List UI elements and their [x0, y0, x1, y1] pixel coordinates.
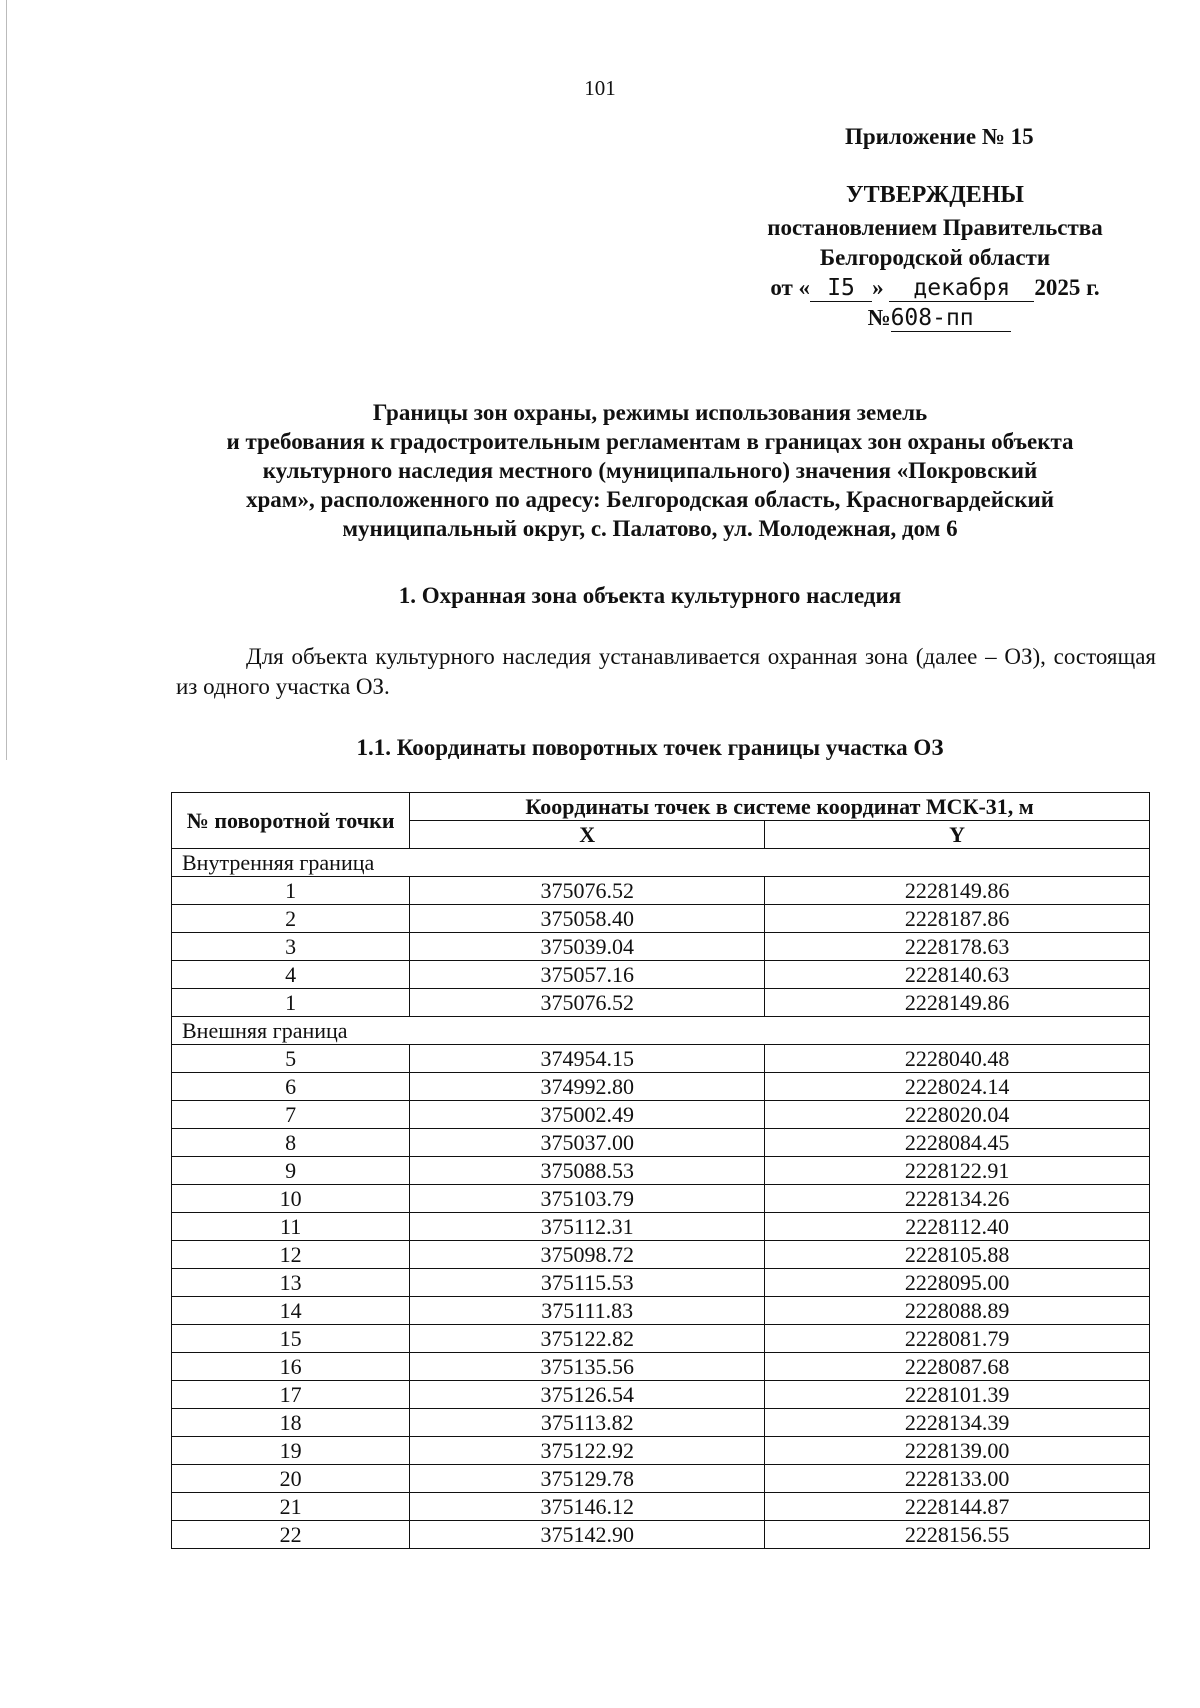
cell-point-number: 10 [172, 1185, 410, 1213]
date-prefix: от « [770, 275, 811, 300]
title-line: муниципальный округ, с. Палатово, ул. Молодежная, дом 6 [342, 516, 958, 541]
cell-y: 2228020.04 [765, 1101, 1150, 1129]
cell-x: 375113.82 [410, 1409, 765, 1437]
cell-y: 2228095.00 [765, 1269, 1150, 1297]
cell-x: 375112.31 [410, 1213, 765, 1241]
cell-point-number: 16 [172, 1353, 410, 1381]
cell-y: 2228178.63 [765, 933, 1150, 961]
cell-x: 375122.82 [410, 1325, 765, 1353]
cell-point-number: 11 [172, 1213, 410, 1241]
table-row [172, 1409, 1150, 1437]
title-line: Границы зон охраны, режимы использования земель [372, 400, 928, 425]
cell-point-number: 19 [172, 1437, 410, 1465]
table-row [172, 1521, 1150, 1549]
cell-x: 375002.49 [410, 1101, 765, 1129]
date-year: 2025 г. [1034, 275, 1100, 300]
table-row [172, 1325, 1150, 1353]
cell-x: 375126.54 [410, 1381, 765, 1409]
table-body [172, 849, 1150, 1549]
cell-point-number: 13 [172, 1269, 410, 1297]
table-row [172, 1185, 1150, 1213]
approval-number-line [700, 303, 1170, 333]
table-row [172, 1241, 1150, 1269]
section-heading: 1. Охранная зона объекта культурного наследия [398, 583, 902, 608]
table-row [172, 1493, 1150, 1521]
cell-x: 375115.53 [410, 1269, 765, 1297]
cell-x: 375129.78 [410, 1465, 765, 1493]
cell-x: 375076.52 [410, 877, 765, 905]
cell-point-number: 12 [172, 1241, 410, 1269]
table-row [172, 1353, 1150, 1381]
cell-point-number: 20 [172, 1465, 410, 1493]
cell-x: 375111.83 [410, 1297, 765, 1325]
table-row [172, 961, 1150, 989]
approval-stamp-block [700, 180, 1170, 333]
subsection-heading: 1.1. Координаты поворотных точек границы участка ОЗ [356, 735, 944, 760]
group-label: Внешняя граница [172, 1017, 1150, 1045]
table-row [172, 989, 1150, 1017]
cell-point-number: 22 [172, 1521, 410, 1549]
cell-x: 375098.72 [410, 1241, 765, 1269]
table-row [172, 877, 1150, 905]
date-month: декабря [889, 275, 1034, 302]
cell-y: 2228105.88 [765, 1241, 1150, 1269]
cell-y: 2228139.00 [765, 1437, 1150, 1465]
intro-paragraph: Для объекта культурного наследия устанавливается охранная зона (далее – ОЗ), состоящая из одного участка ОЗ. [176, 644, 1156, 699]
scan-edge-line [6, 0, 7, 760]
approval-heading: УТВЕРЖДЕНЫ [846, 182, 1024, 208]
table-row [172, 1073, 1150, 1101]
title-line: и требования к градостроительным регламентам в границах зон охраны объекта [226, 429, 1074, 454]
coordinates-table [171, 792, 1150, 1549]
cell-y: 2228024.14 [765, 1073, 1150, 1101]
cell-x: 375037.00 [410, 1129, 765, 1157]
cell-y: 2228134.39 [765, 1409, 1150, 1437]
cell-y: 2228133.00 [765, 1465, 1150, 1493]
page-number: 101 [584, 76, 616, 100]
cell-x: 375135.56 [410, 1353, 765, 1381]
date-mid: » [872, 275, 884, 300]
cell-x: 375039.04 [410, 933, 765, 961]
cell-point-number: 3 [172, 933, 410, 961]
cell-x: 375058.40 [410, 905, 765, 933]
appendix-label: Приложение № 15 [845, 124, 1034, 149]
cell-x: 375103.79 [410, 1185, 765, 1213]
table-row [172, 1297, 1150, 1325]
cell-x: 374992.80 [410, 1073, 765, 1101]
table-row [172, 933, 1150, 961]
title-line: храм», расположенного по адресу: Белгородская область, Красногвардейский [246, 487, 1054, 512]
cell-point-number: 1 [172, 877, 410, 905]
table-row [172, 1129, 1150, 1157]
table-row [172, 1213, 1150, 1241]
table-row [172, 1157, 1150, 1185]
cell-x: 374954.15 [410, 1045, 765, 1073]
header-point-number: № поворотной точки [172, 793, 410, 849]
date-day: I5 [810, 275, 872, 302]
cell-y: 2228081.79 [765, 1325, 1150, 1353]
header-coordinates: Координаты точек в системе координат МСК-31, м [410, 793, 1150, 821]
table-row [172, 1045, 1150, 1073]
table-row [172, 1269, 1150, 1297]
cell-y: 2228087.68 [765, 1353, 1150, 1381]
cell-x: 375076.52 [410, 989, 765, 1017]
number-prefix: № [867, 305, 891, 330]
cell-point-number: 15 [172, 1325, 410, 1353]
table-row [172, 1437, 1150, 1465]
cell-y: 2228112.40 [765, 1213, 1150, 1241]
header-y: Y [765, 821, 1150, 849]
table-group-row [172, 849, 1150, 877]
cell-point-number: 4 [172, 961, 410, 989]
cell-x: 375146.12 [410, 1493, 765, 1521]
document-title [140, 398, 1160, 543]
cell-point-number: 8 [172, 1129, 410, 1157]
decree-number: 608-пп [891, 305, 1011, 332]
cell-point-number: 14 [172, 1297, 410, 1325]
cell-y: 2228144.87 [765, 1493, 1150, 1521]
cell-point-number: 5 [172, 1045, 410, 1073]
cell-y: 2228088.89 [765, 1297, 1150, 1325]
cell-y: 2228149.86 [765, 877, 1150, 905]
cell-x: 375088.53 [410, 1157, 765, 1185]
table-row [172, 1381, 1150, 1409]
cell-y: 2228187.86 [765, 905, 1150, 933]
table-row [172, 1465, 1150, 1493]
table-group-row [172, 1017, 1150, 1045]
cell-point-number: 2 [172, 905, 410, 933]
cell-x: 375057.16 [410, 961, 765, 989]
cell-point-number: 6 [172, 1073, 410, 1101]
cell-point-number: 21 [172, 1493, 410, 1521]
approval-region: Белгородской области [819, 245, 1051, 270]
approval-date-line [700, 273, 1170, 303]
cell-y: 2228084.45 [765, 1129, 1150, 1157]
cell-y: 2228156.55 [765, 1521, 1150, 1549]
cell-x: 375142.90 [410, 1521, 765, 1549]
cell-y: 2228140.63 [765, 961, 1150, 989]
header-x: X [410, 821, 765, 849]
cell-point-number: 9 [172, 1157, 410, 1185]
cell-point-number: 7 [172, 1101, 410, 1129]
title-line: культурного наследия местного (муниципального) значения «Покровский [262, 458, 1038, 483]
cell-point-number: 1 [172, 989, 410, 1017]
cell-x: 375122.92 [410, 1437, 765, 1465]
group-label: Внутренняя граница [172, 849, 1150, 877]
cell-point-number: 17 [172, 1381, 410, 1409]
table-row [172, 1101, 1150, 1129]
cell-y: 2228040.48 [765, 1045, 1150, 1073]
table-header-row [172, 793, 1150, 821]
cell-y: 2228101.39 [765, 1381, 1150, 1409]
cell-y: 2228134.26 [765, 1185, 1150, 1213]
approval-authority: постановлением Правительства [767, 215, 1103, 240]
cell-y: 2228149.86 [765, 989, 1150, 1017]
cell-y: 2228122.91 [765, 1157, 1150, 1185]
table-row [172, 905, 1150, 933]
cell-point-number: 18 [172, 1409, 410, 1437]
